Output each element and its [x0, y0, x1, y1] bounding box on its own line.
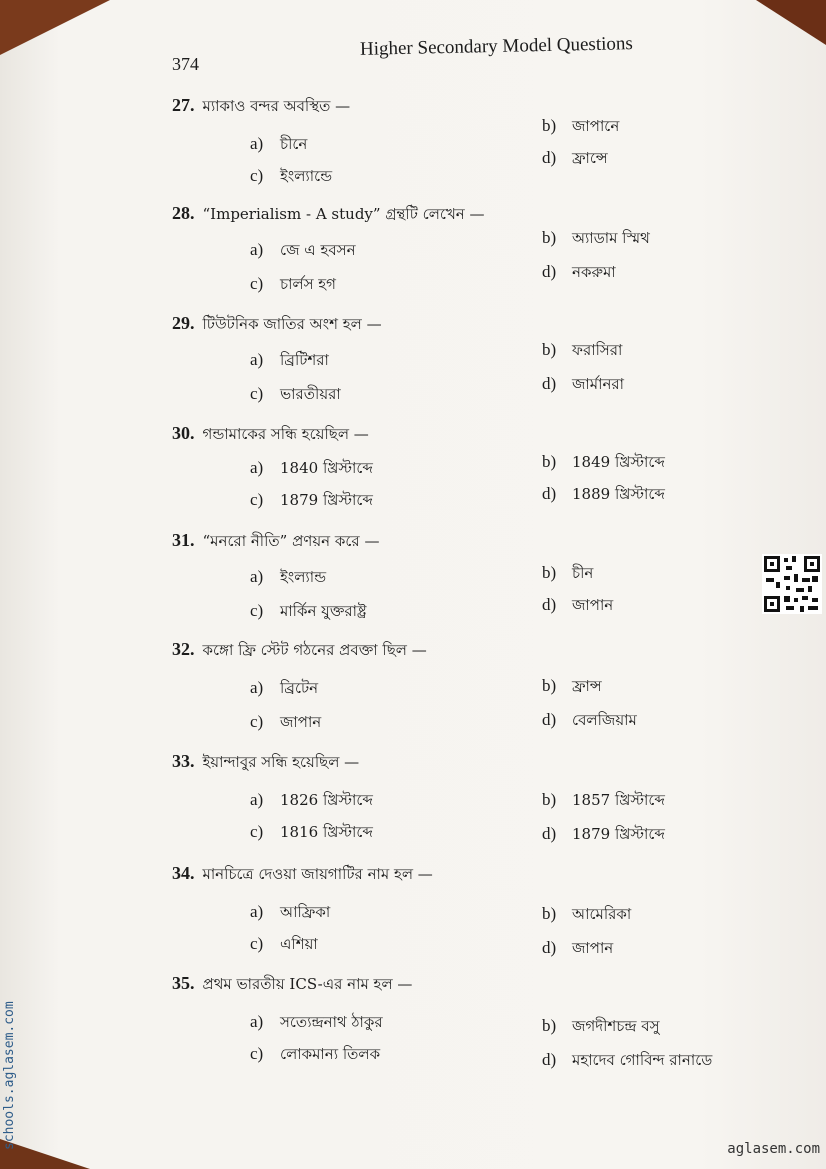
option-c: c) চার্লস হগ — [250, 274, 337, 293]
question-32 — [172, 636, 772, 731]
question-number: 34. — [172, 863, 195, 883]
question-number: 33. — [172, 751, 195, 771]
option-c: c) 1816 খ্রিস্টাব্দে — [250, 822, 373, 841]
option-a: a) 1826 খ্রিস্টাব্দে — [250, 790, 373, 809]
running-head: Higher Secondary Model Questions — [359, 33, 633, 60]
option-b: b) জগদীশচন্দ্র বসু — [542, 1016, 660, 1035]
option-b: b) চীন — [542, 563, 594, 582]
option-c: c) 1879 খ্রিস্টাব্দে — [250, 490, 373, 509]
option-a: a) জে এ হবসন — [250, 240, 356, 259]
question-number: 32. — [172, 639, 195, 659]
option-d: d) মহাদেব গোবিন্দ রানাডে — [542, 1050, 713, 1069]
option-d: d) জার্মানরা — [542, 374, 625, 393]
question-text: মানচিত্রে দেওয়া জায়গাটির নাম হল — — [202, 865, 433, 883]
page-corner-shadow — [756, 0, 826, 45]
question-text: প্রথম ভারতীয় ICS-এর নাম হল — — [202, 975, 413, 993]
option-d: d) ফ্রান্সে — [542, 148, 608, 167]
question-text: কঙ্গো ফ্রি স্টেট গঠনের প্রবক্তা ছিল — — [202, 641, 427, 659]
option-b: b) অ্যাডাম স্মিথ — [542, 228, 650, 247]
question-29 — [172, 310, 772, 403]
question-27 — [172, 92, 772, 185]
question-number: 35. — [172, 973, 195, 993]
question-number: 31. — [172, 530, 195, 550]
question-34 — [172, 860, 772, 957]
watermark-bottom: aglasem.com — [727, 1141, 820, 1157]
option-a: a) চীনে — [250, 134, 308, 153]
option-d: d) নকরুমা — [542, 262, 616, 281]
question-text: “মনরো নীতি” প্রণয়ন করে — — [202, 532, 380, 550]
question-text: গন্ডামাকের সন্ধি হয়েছিল — — [202, 425, 369, 443]
page-number: 374 — [172, 54, 199, 74]
question-text: “Imperialism - A study” গ্রন্থটি লেখেন — — [202, 205, 485, 223]
question-text: ইয়ান্দাবুর সন্ধি হয়েছিল — — [202, 753, 360, 771]
option-a: a) ব্রিটেন — [250, 678, 319, 697]
option-a: a) 1840 খ্রিস্টাব্দে — [250, 458, 373, 477]
option-d: d) 1889 খ্রিস্টাব্দে — [542, 484, 665, 503]
option-c: c) জাপান — [250, 712, 322, 731]
question-number: 30. — [172, 423, 195, 443]
option-d: d) জাপান — [542, 938, 614, 957]
option-c: c) ভারতীয়রা — [250, 384, 341, 403]
option-c: c) ইংল্যান্ডে — [250, 166, 333, 185]
option-a: a) আফ্রিকা — [250, 902, 331, 921]
option-b: b) আমেরিকা — [542, 904, 632, 923]
option-d: d) বেলজিয়াম — [542, 710, 637, 729]
option-d: d) 1879 খ্রিস্টাব্দে — [542, 824, 665, 843]
page-corner-shadow — [0, 0, 110, 55]
watermark-side: schools.aglasem.com — [2, 1001, 17, 1150]
question-text: টিউটনিক জাতির অংশ হল — — [202, 315, 382, 333]
option-b: b) ফরাসিরা — [542, 340, 623, 359]
option-b: b) ফ্রান্স — [542, 676, 602, 695]
question-33 — [172, 748, 772, 843]
qr-code-icon — [762, 554, 822, 614]
option-b: b) জাপানে — [542, 116, 620, 135]
option-a: a) ব্রিটিশরা — [250, 350, 329, 369]
option-d: d) জাপান — [542, 595, 614, 614]
question-35 — [172, 970, 772, 1069]
question-number: 28. — [172, 203, 195, 223]
question-number: 29. — [172, 313, 195, 333]
option-c: c) এশিয়া — [250, 934, 318, 953]
question-31 — [172, 527, 772, 620]
option-c: c) মার্কিন যুক্তরাষ্ট্র — [250, 601, 367, 620]
option-b: b) 1849 খ্রিস্টাব্দে — [542, 452, 665, 471]
option-c: c) লোকমান্য তিলক — [250, 1044, 381, 1063]
question-text: ম্যাকাও বন্দর অবস্থিত — — [202, 97, 351, 115]
question-number: 27. — [172, 95, 195, 115]
option-a: a) ইংল্যান্ড — [250, 567, 327, 586]
option-b: b) 1857 খ্রিস্টাব্দে — [542, 790, 665, 809]
question-30 — [172, 420, 772, 509]
option-a: a) সত্যেন্দ্রনাথ ঠাকুর — [250, 1012, 383, 1031]
question-28 — [172, 200, 772, 293]
